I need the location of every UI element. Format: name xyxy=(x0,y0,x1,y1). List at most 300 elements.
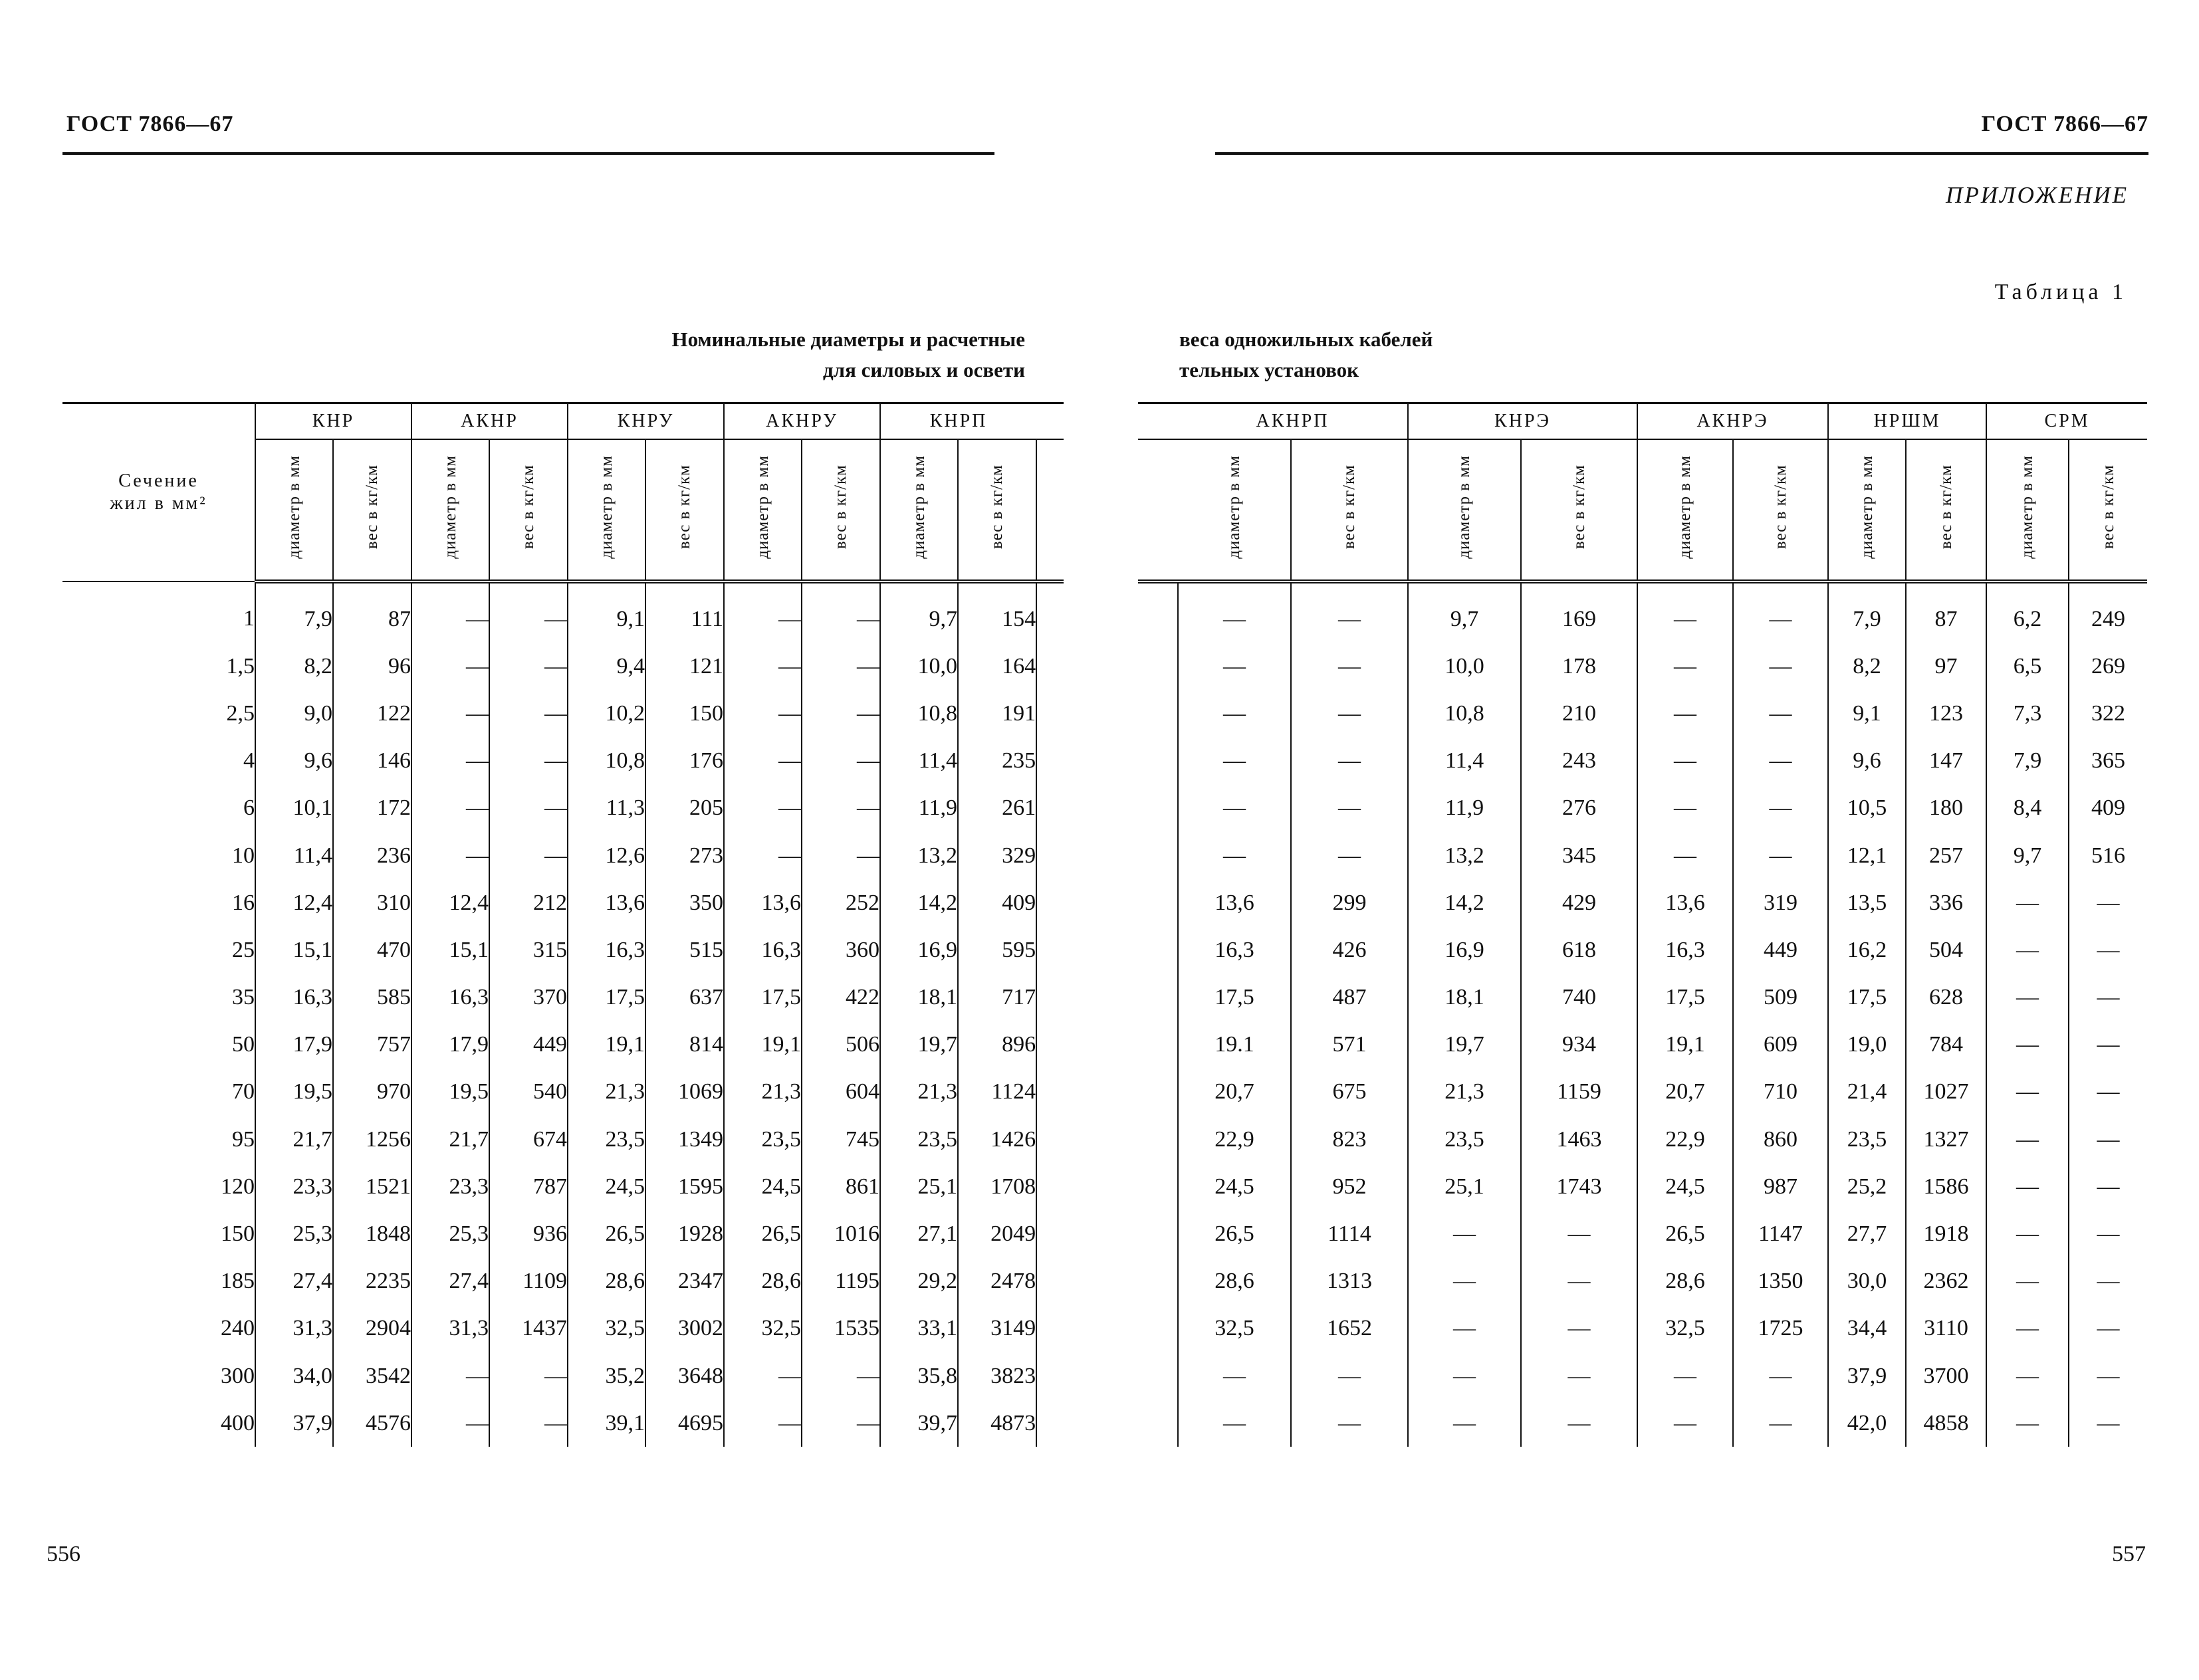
weight-value: 609 xyxy=(1733,1021,1828,1069)
weight-value: 3002 xyxy=(645,1305,724,1352)
weight-value: 1521 xyxy=(333,1163,411,1210)
table-row xyxy=(1138,1258,2147,1305)
section-value: 70 xyxy=(232,1079,255,1104)
section-value: 400 xyxy=(221,1410,255,1435)
diameter-value: 19,1 xyxy=(1637,1021,1733,1069)
weight-value: 1463 xyxy=(1521,1116,1637,1163)
running-head-right: ГОСТ 7866—67 xyxy=(1981,112,2148,136)
weight-value: 150 xyxy=(645,690,724,737)
table-row xyxy=(1138,1400,2147,1447)
right-table-margin-cell xyxy=(1138,581,1178,643)
weight-value: 896 xyxy=(958,1021,1036,1069)
diameter-value: — xyxy=(1408,1352,1521,1400)
diameter-subheader-text: диаметр в мм xyxy=(2018,455,2037,559)
section-value: 4 xyxy=(243,748,255,774)
weight-value: 585 xyxy=(333,974,411,1021)
diameter-value: — xyxy=(411,1400,489,1447)
diameter-value: — xyxy=(1637,690,1733,737)
weight-value: — xyxy=(1521,1352,1637,1400)
weight-value: 350 xyxy=(645,879,724,926)
weight-value: — xyxy=(802,832,880,879)
weight-value: — xyxy=(489,785,568,832)
diameter-value: 27,4 xyxy=(255,1258,333,1305)
weight-value: 516 xyxy=(2069,832,2147,879)
weight-value: 422 xyxy=(802,974,880,1021)
diameter-value: — xyxy=(411,785,489,832)
weight-value: 1327 xyxy=(1906,1116,1986,1163)
table-row xyxy=(62,1305,1064,1352)
weight-value: — xyxy=(1521,1305,1637,1352)
weight-value: — xyxy=(1291,785,1408,832)
weight-value: 322 xyxy=(2069,690,2147,737)
section-value: 300 xyxy=(221,1363,255,1388)
weight-value: — xyxy=(1521,1400,1637,1447)
diameter-value: 16,9 xyxy=(1408,926,1521,974)
weight-value: — xyxy=(1291,1400,1408,1447)
diameter-value: 11,4 xyxy=(255,832,333,879)
weight-value: 176 xyxy=(645,738,724,785)
diameter-value: 29,2 xyxy=(880,1258,958,1305)
diameter-value: 16,3 xyxy=(568,926,645,974)
diameter-value: 21,3 xyxy=(568,1069,645,1116)
diameter-subheader-3 xyxy=(724,439,802,581)
diameter-value: 24,5 xyxy=(1178,1163,1291,1210)
diameter-value: 32,5 xyxy=(1178,1305,1291,1352)
diameter-value: — xyxy=(411,738,489,785)
table-row xyxy=(62,926,1064,974)
subheader-row-right xyxy=(1138,439,2147,581)
weight-value: — xyxy=(2069,1116,2147,1163)
diameter-value: 11,3 xyxy=(568,785,645,832)
diameter-subheader-text: диаметр в мм xyxy=(1676,455,1694,559)
weight-value: 717 xyxy=(958,974,1036,1021)
diameter-value: 37,9 xyxy=(255,1400,333,1447)
weight-value: 4576 xyxy=(333,1400,411,1447)
weight-subheader-text: вес в кг/км xyxy=(363,464,381,550)
section-value: 10 xyxy=(232,843,255,868)
weight-value: 604 xyxy=(802,1069,880,1116)
section-value: 150 xyxy=(221,1221,255,1247)
diameter-value: — xyxy=(724,832,802,879)
weight-value: 269 xyxy=(2069,643,2147,690)
weight-subheader-3 xyxy=(802,439,880,581)
weight-value: — xyxy=(802,1400,880,1447)
weight-value: 178 xyxy=(1521,643,1637,690)
diameter-value: 18,1 xyxy=(1408,974,1521,1021)
diameter-value: 19,7 xyxy=(880,1021,958,1069)
diameter-value: 24,5 xyxy=(568,1163,645,1210)
diameter-value: 16,3 xyxy=(411,974,489,1021)
table-row xyxy=(1138,1069,2147,1116)
left-table-edge-sub xyxy=(1036,439,1064,581)
diameter-value: — xyxy=(724,738,802,785)
diameter-value: 21,7 xyxy=(255,1116,333,1163)
weight-value: — xyxy=(802,690,880,737)
table-row xyxy=(62,1116,1064,1163)
weight-value: 504 xyxy=(1906,926,1986,974)
diameter-value: — xyxy=(1178,738,1291,785)
left-table-edge-cell xyxy=(1036,974,1064,1021)
weight-value: 509 xyxy=(1733,974,1828,1021)
diameter-value: 21,3 xyxy=(880,1069,958,1116)
section-value: 1 xyxy=(243,605,255,631)
table-row xyxy=(1138,1163,2147,1210)
right-table-margin-cell xyxy=(1138,1352,1178,1400)
diameter-value: 34,0 xyxy=(255,1352,333,1400)
diameter-subheader-2 xyxy=(568,439,645,581)
weight-value: 3648 xyxy=(645,1352,724,1400)
diameter-value: — xyxy=(1637,643,1733,690)
diameter-value: 6,5 xyxy=(1986,643,2069,690)
diameter-value: — xyxy=(1986,1258,2069,1305)
diameter-value: — xyxy=(1637,785,1733,832)
diameter-value: 9,7 xyxy=(1408,581,1521,643)
diameter-value: 15,1 xyxy=(411,926,489,974)
weight-value: 370 xyxy=(489,974,568,1021)
column-group-8-header: НРШМ xyxy=(1828,403,1986,440)
diameter-value: 11,4 xyxy=(880,738,958,785)
diameter-value: 17,9 xyxy=(255,1021,333,1069)
table-row xyxy=(62,785,1064,832)
right-table-margin-cell xyxy=(1138,1258,1178,1305)
diameter-value: — xyxy=(724,690,802,737)
left-table-edge-cell xyxy=(1036,785,1064,832)
weight-value: 360 xyxy=(802,926,880,974)
diameter-value: 23,3 xyxy=(411,1163,489,1210)
weight-value: — xyxy=(2069,926,2147,974)
diameter-value: 17,9 xyxy=(411,1021,489,1069)
weight-value: 1350 xyxy=(1733,1258,1828,1305)
diameter-value: 39,1 xyxy=(568,1400,645,1447)
right-table-margin xyxy=(1138,403,1178,440)
diameter-value: 13,2 xyxy=(1408,832,1521,879)
diameter-value: 26,5 xyxy=(1637,1210,1733,1257)
weight-value: — xyxy=(2069,1210,2147,1257)
left-table-edge-cell xyxy=(1036,738,1064,785)
table-row xyxy=(62,832,1064,879)
weight-subheader-5 xyxy=(1291,439,1408,581)
diameter-subheader-text: диаметр в мм xyxy=(285,455,303,559)
weight-value: 506 xyxy=(802,1021,880,1069)
diameter-subheader-text: диаметр в мм xyxy=(1224,455,1243,559)
diameter-value: 21,4 xyxy=(1828,1069,1906,1116)
diameter-value: 9,7 xyxy=(880,581,958,643)
diameter-value: — xyxy=(411,690,489,737)
weight-value: 571 xyxy=(1291,1021,1408,1069)
weight-value: 1652 xyxy=(1291,1305,1408,1352)
diameter-value: 16,3 xyxy=(1637,926,1733,974)
right-half-table xyxy=(1138,402,2147,1447)
left-half-table xyxy=(62,402,1064,1447)
column-group-2-header: КНРУ xyxy=(568,403,724,440)
weight-value: 675 xyxy=(1291,1069,1408,1116)
weight-value: — xyxy=(2069,1069,2147,1116)
weight-value: 2362 xyxy=(1906,1258,1986,1305)
weight-subheader-text: вес в кг/км xyxy=(832,464,850,550)
diameter-value: 9,6 xyxy=(1828,738,1906,785)
weight-subheader-7 xyxy=(1733,439,1828,581)
diameter-value: — xyxy=(1178,1400,1291,1447)
weight-value: 1195 xyxy=(802,1258,880,1305)
diameter-value: — xyxy=(724,581,802,643)
table-row xyxy=(1138,1305,2147,1352)
diameter-value: 25,2 xyxy=(1828,1163,1906,1210)
weight-value: 2235 xyxy=(333,1258,411,1305)
weight-value: 252 xyxy=(802,879,880,926)
diameter-value: 11,9 xyxy=(1408,785,1521,832)
weight-value: — xyxy=(1733,643,1828,690)
weight-value: 169 xyxy=(1521,581,1637,643)
diameter-value: 28,6 xyxy=(1178,1258,1291,1305)
diameter-value: 39,7 xyxy=(880,1400,958,1447)
diameter-value: 17,5 xyxy=(1828,974,1906,1021)
weight-value: 1708 xyxy=(958,1163,1036,1210)
weight-value: 1256 xyxy=(333,1116,411,1163)
weight-value: — xyxy=(1291,738,1408,785)
stub-header-line1: Сечение xyxy=(118,471,199,492)
weight-value: 191 xyxy=(958,690,1036,737)
diameter-value: 7,9 xyxy=(255,581,333,643)
weight-value: 345 xyxy=(1521,832,1637,879)
diameter-value: 32,5 xyxy=(1637,1305,1733,1352)
diameter-value: 30,0 xyxy=(1828,1258,1906,1305)
weight-value: — xyxy=(489,643,568,690)
weight-value: — xyxy=(1733,690,1828,737)
left-table-edge-cell xyxy=(1036,1116,1064,1163)
diameter-value: 12,4 xyxy=(255,879,333,926)
diameter-value: 19,1 xyxy=(724,1021,802,1069)
diameter-value: — xyxy=(1986,1021,2069,1069)
right-table-margin-cell xyxy=(1138,690,1178,737)
weight-value: 1586 xyxy=(1906,1163,1986,1210)
weight-value: 1147 xyxy=(1733,1210,1828,1257)
weight-value: — xyxy=(2069,1352,2147,1400)
weight-value: 111 xyxy=(645,581,724,643)
diameter-value: 31,3 xyxy=(411,1305,489,1352)
diameter-value: — xyxy=(1986,926,2069,974)
weight-value: 3542 xyxy=(333,1352,411,1400)
diameter-value: — xyxy=(1986,1352,2069,1400)
weight-value: — xyxy=(802,581,880,643)
weight-value: 235 xyxy=(958,738,1036,785)
section-value: 240 xyxy=(221,1316,255,1341)
diameter-value: 27,4 xyxy=(411,1258,489,1305)
weight-value: 243 xyxy=(1521,738,1637,785)
weight-value: 745 xyxy=(802,1116,880,1163)
table-row xyxy=(62,1258,1064,1305)
section-value: 50 xyxy=(232,1032,255,1057)
weight-value: 1124 xyxy=(958,1069,1036,1116)
weight-value: 147 xyxy=(1906,738,1986,785)
diameter-value: 32,5 xyxy=(568,1305,645,1352)
diameter-value: 19.1 xyxy=(1178,1021,1291,1069)
left-table-edge-cell xyxy=(1036,1305,1064,1352)
weight-subheader-text: вес в кг/км xyxy=(1569,464,1588,550)
weight-value: 121 xyxy=(645,643,724,690)
weight-value: 637 xyxy=(645,974,724,1021)
diameter-value: — xyxy=(1637,581,1733,643)
weight-value: 1743 xyxy=(1521,1163,1637,1210)
weight-value: 210 xyxy=(1521,690,1637,737)
weight-value: — xyxy=(1521,1258,1637,1305)
weight-value: 2049 xyxy=(958,1210,1036,1257)
left-table-edge-cell xyxy=(1036,643,1064,690)
right-table-margin-cell xyxy=(1138,879,1178,926)
table-row xyxy=(1138,785,2147,832)
weight-value: 164 xyxy=(958,643,1036,690)
diameter-subheader-text: диаметр в мм xyxy=(441,455,459,559)
column-group-1-header: АКНР xyxy=(411,403,568,440)
weight-value: 2347 xyxy=(645,1258,724,1305)
weight-value: 1027 xyxy=(1906,1069,1986,1116)
diameter-value: 25,1 xyxy=(880,1163,958,1210)
right-table-margin-cell xyxy=(1138,1163,1178,1210)
diameter-value: 9,4 xyxy=(568,643,645,690)
diameter-value: 22,9 xyxy=(1637,1116,1733,1163)
section-stub-header xyxy=(62,403,255,582)
diameter-value: 20,7 xyxy=(1637,1069,1733,1116)
weight-value: 449 xyxy=(489,1021,568,1069)
section-value: 16 xyxy=(232,890,255,915)
weight-value: 784 xyxy=(1906,1021,1986,1069)
table-row xyxy=(1138,879,2147,926)
diameter-value: — xyxy=(411,1352,489,1400)
weight-subheader-text: вес в кг/км xyxy=(1771,464,1790,550)
diameter-value: 11,4 xyxy=(1408,738,1521,785)
diameter-value: 9,1 xyxy=(1828,690,1906,737)
table-row xyxy=(62,738,1064,785)
table-number-label: Таблица 1 xyxy=(1994,280,2127,304)
right-table-margin-sub xyxy=(1138,439,1178,581)
diameter-value: 26,5 xyxy=(1178,1210,1291,1257)
diameter-value: 17,5 xyxy=(1178,974,1291,1021)
left-table-edge-cell xyxy=(1036,1258,1064,1305)
weight-value: 1595 xyxy=(645,1163,724,1210)
stub-header-line2: жил в мм² xyxy=(110,493,207,514)
weight-value: 1109 xyxy=(489,1258,568,1305)
weight-value: 172 xyxy=(333,785,411,832)
weight-value: 674 xyxy=(489,1116,568,1163)
table-row xyxy=(1138,832,2147,879)
diameter-value: 16,9 xyxy=(880,926,958,974)
weight-subheader-text: вес в кг/км xyxy=(675,464,694,550)
weight-value: 310 xyxy=(333,879,411,926)
diameter-value: 10,1 xyxy=(255,785,333,832)
weight-value: 1159 xyxy=(1521,1069,1637,1116)
header-rule-right xyxy=(1215,152,2148,155)
appendix-label: ПРИЛОЖЕНИЕ xyxy=(1946,182,2129,208)
left-table-edge-cell xyxy=(1036,581,1064,643)
diameter-value: — xyxy=(1637,1352,1733,1400)
diameter-value: 17,5 xyxy=(1637,974,1733,1021)
table-title-left-line1: Номинальные диаметры и расчетные xyxy=(671,328,1025,351)
weight-subheader-1 xyxy=(489,439,568,581)
diameter-value: 32,5 xyxy=(724,1305,802,1352)
group-header-row-right xyxy=(1138,403,2147,440)
diameter-value: 19,0 xyxy=(1828,1021,1906,1069)
weight-subheader-text: вес в кг/км xyxy=(1340,464,1358,550)
diameter-value: — xyxy=(1408,1258,1521,1305)
right-table-body xyxy=(1138,581,2147,1447)
weight-value: — xyxy=(1733,1352,1828,1400)
weight-value: 710 xyxy=(1733,1069,1828,1116)
weight-value: 1349 xyxy=(645,1116,724,1163)
diameter-value: 37,9 xyxy=(1828,1352,1906,1400)
diameter-subheader-text: диаметр в мм xyxy=(909,455,928,559)
diameter-value: — xyxy=(1986,1210,2069,1257)
table-row xyxy=(1138,643,2147,690)
left-table-edge-cell xyxy=(1036,1210,1064,1257)
weight-value: 1928 xyxy=(645,1210,724,1257)
diameter-value: 13,6 xyxy=(1637,879,1733,926)
section-value: 6 xyxy=(243,795,255,821)
left-table-edge-cell xyxy=(1036,879,1064,926)
left-table-edge xyxy=(1036,403,1064,440)
table-row xyxy=(1138,974,2147,1021)
diameter-value: 28,6 xyxy=(1637,1258,1733,1305)
diameter-subheader-4 xyxy=(880,439,958,581)
weight-value: — xyxy=(1733,785,1828,832)
column-group-6-header: КНРЭ xyxy=(1408,403,1637,440)
diameter-value: — xyxy=(1986,1116,2069,1163)
weight-value: 146 xyxy=(333,738,411,785)
table-row xyxy=(1138,1352,2147,1400)
weight-value: 3110 xyxy=(1906,1305,1986,1352)
table-row xyxy=(62,1069,1064,1116)
weight-value: — xyxy=(1733,738,1828,785)
weight-value: 87 xyxy=(333,581,411,643)
diameter-value: 17,5 xyxy=(724,974,802,1021)
diameter-value: 23,5 xyxy=(1828,1116,1906,1163)
table-title-right-line2: тельных установок xyxy=(1179,358,1359,381)
diameter-value: 10,8 xyxy=(1408,690,1521,737)
weight-value: 1426 xyxy=(958,1116,1036,1163)
weight-value: — xyxy=(1291,690,1408,737)
right-table-margin-cell xyxy=(1138,926,1178,974)
weight-value: 1437 xyxy=(489,1305,568,1352)
diameter-subheader-text: диаметр в мм xyxy=(1455,455,1474,559)
weight-value: 861 xyxy=(802,1163,880,1210)
table-row xyxy=(62,1021,1064,1069)
diameter-value: 13,5 xyxy=(1828,879,1906,926)
diameter-subheader-text: диаметр в мм xyxy=(597,455,616,559)
diameter-value: — xyxy=(411,581,489,643)
table-row xyxy=(62,974,1064,1021)
diameter-value: 9,6 xyxy=(255,738,333,785)
diameter-value: 16,2 xyxy=(1828,926,1906,974)
diameter-value: 28,6 xyxy=(724,1258,802,1305)
weight-value: 515 xyxy=(645,926,724,974)
diameter-value: 6,2 xyxy=(1986,581,2069,643)
weight-value: — xyxy=(1733,832,1828,879)
diameter-value: 23,5 xyxy=(568,1116,645,1163)
diameter-value: 13,6 xyxy=(1178,879,1291,926)
weight-value: — xyxy=(489,1352,568,1400)
table-row xyxy=(62,643,1064,690)
weight-value: — xyxy=(2069,879,2147,926)
weight-value: — xyxy=(2069,1305,2147,1352)
diameter-value: 16,3 xyxy=(724,926,802,974)
weight-value: 329 xyxy=(958,832,1036,879)
section-value: 1,5 xyxy=(226,653,255,679)
page-number-right: 557 xyxy=(2112,1542,2146,1566)
weight-value: 987 xyxy=(1733,1163,1828,1210)
table-row xyxy=(62,1163,1064,1210)
right-page xyxy=(1100,0,2199,1680)
table-row xyxy=(62,690,1064,737)
diameter-value: 28,6 xyxy=(568,1258,645,1305)
right-table-margin-cell xyxy=(1138,1400,1178,1447)
